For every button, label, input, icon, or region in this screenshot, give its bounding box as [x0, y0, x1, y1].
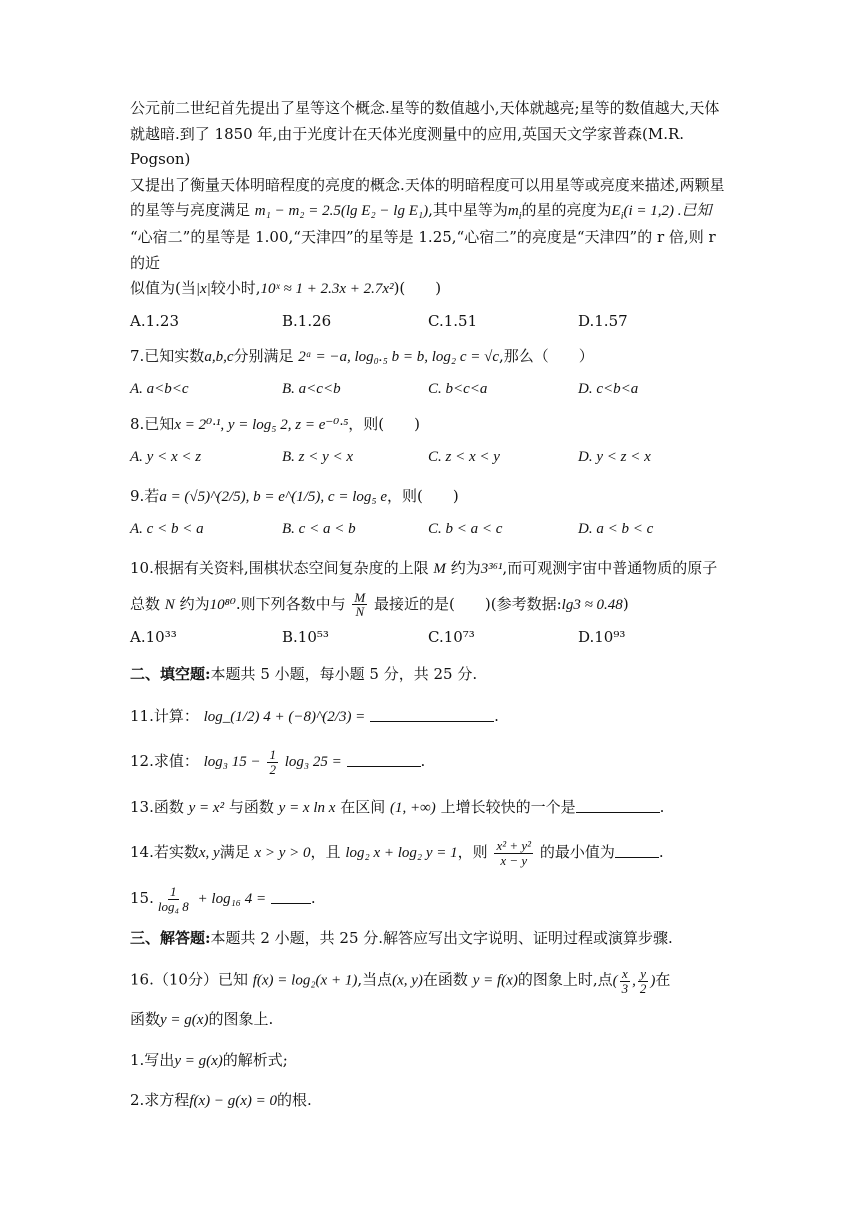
q8-options: [130, 445, 730, 471]
document-page: [130, 96, 730, 1119]
section2-title: 二、填空题:: [130, 665, 211, 684]
q7-option-c[interactable]: C. b<c<a: [428, 380, 488, 397]
q15-prefix: 15.: [130, 889, 154, 908]
q13-answer-blank[interactable]: [576, 798, 660, 813]
q16-sub2e: f(x) − g(x) = 0: [189, 1093, 278, 1110]
q10-line2c: 约为: [179, 594, 210, 613]
q6-line3: 又提出了衡量天体明暗程度的亮度的概念.天体的明暗程度可以用星等或亮度来描述,两颗星: [130, 175, 725, 194]
q16-mid3: 的图象上时,点: [517, 970, 613, 989]
q16-sub1b: 的解析式;: [222, 1050, 288, 1069]
q15-frac-num: 1: [170, 884, 177, 900]
q16-sub1: [130, 1048, 730, 1075]
q12-frac-den: 2: [269, 761, 276, 777]
q14-e1: x > y > 0: [254, 845, 311, 862]
q7-option-a[interactable]: A. a<b<c: [130, 380, 189, 397]
q12-prefix: 12.求值：: [130, 752, 199, 771]
q13-e3: (1, +∞): [390, 799, 436, 816]
q6-var-e: E: [611, 203, 621, 219]
q14-frac-den: x − y: [500, 852, 528, 868]
q7-mid: 分别满足: [233, 347, 294, 365]
q14-end: .: [658, 843, 664, 862]
q9-option-d[interactable]: D. a < b < c: [578, 520, 654, 537]
q11-expr: log_(1/2) 4 + (−8)^(2/3) =: [203, 708, 366, 725]
q7-prefix: 7.已知实数: [130, 347, 205, 365]
q15-expr: + log₁₆ 4 =: [197, 891, 267, 908]
q8-suffix: ，则( ): [348, 415, 420, 433]
q8-prefix: 8.已知: [130, 415, 175, 433]
q13-e1: y = x²: [188, 799, 225, 816]
section3-rest: 本题共 2 小题，共 25 分.解答应写出文字说明、证明过程或演算步骤.: [210, 928, 673, 947]
q10-var-n: N: [164, 596, 175, 613]
q16-prefix: 16.（10分）已知: [130, 970, 248, 989]
q16-stem: [130, 967, 730, 995]
q16-e4: y = g(x): [160, 1012, 209, 1029]
q6-abs-x: |x|: [195, 281, 211, 297]
q6-option-a[interactable]: A.1.23: [130, 311, 179, 330]
q13-prefix: 13.函数: [130, 797, 184, 816]
q6-line1: 公元前二世纪首先提出了星等这个概念.星等的数值越小,天体就越亮;星等的数值越大,天体: [130, 99, 720, 117]
q16-mid2: 在函数: [422, 970, 468, 989]
q11-suffix: .: [494, 706, 499, 725]
q16-pnum1: x: [621, 966, 628, 982]
q8-option-c[interactable]: C. z < x < y: [428, 448, 500, 465]
q14-mid1: 满足: [219, 843, 250, 862]
q16-sub2b: 的根.: [277, 1091, 312, 1110]
q14-stem: [130, 839, 730, 867]
q15-answer-blank[interactable]: [271, 889, 311, 904]
q6-option-d[interactable]: D.1.57: [578, 311, 628, 330]
q14-prefix: 14.若实数: [130, 843, 199, 862]
q6-line4b: ,其中星等为: [428, 201, 508, 219]
q6-line4a: 的星等与亮度满足: [130, 201, 251, 219]
q13-mid2: 在区间: [340, 797, 386, 816]
q12-suffix: .: [420, 752, 426, 771]
q14-vars: x, y: [198, 845, 220, 862]
q13-end: .: [659, 797, 665, 816]
q13-suffix: 上增长较快的一个是: [440, 797, 576, 816]
q6-var-m: m: [507, 203, 519, 219]
q7-suffix: ,那么（ ）: [499, 347, 594, 365]
q10-line2e: .则下列各数中与: [235, 594, 346, 613]
q6-line2: 就越暗.到了 1850 年,由于光度计在天体光度测量中的应用,英国天文学家普森(M.R. Pogson): [130, 124, 685, 168]
q9-suffix: ，则( ): [386, 487, 459, 505]
q14-e2: log₂ x + log₂ y = 1: [345, 845, 458, 862]
q11-answer-blank[interactable]: [370, 707, 494, 722]
q10-line1e: ,而可观测宇宙中普通物质的原子: [502, 559, 718, 577]
q11-stem: [130, 704, 730, 731]
q10-line2a: 总数: [130, 594, 161, 613]
q6-approx: 10ˣ ≈ 1 + 2.3x + 2.7x²: [260, 281, 394, 297]
q10-var-m: M: [433, 561, 446, 577]
q16-line2b: 的图象上.: [208, 1010, 274, 1029]
q9-option-c[interactable]: C. b < a < c: [428, 520, 503, 537]
q10-line1a: 10.根据有关资料,围棋状态空间复杂度的上限: [130, 559, 429, 577]
q6-line6d: )( ): [393, 279, 442, 297]
q12-expr-b: log₃ 25 =: [284, 754, 342, 771]
q16-e1: f(x) = log₂(x + 1): [252, 972, 358, 989]
q10-power-10: 10⁸⁰: [209, 596, 236, 613]
q9-option-a[interactable]: A. c < b < a: [130, 520, 204, 537]
q10-option-c[interactable]: C.10⁷³: [428, 627, 475, 646]
q10-option-b[interactable]: B.10⁵³: [282, 627, 329, 646]
q14-suffix: 的最小值为: [539, 843, 615, 862]
q12-expr-a: log₃ 15 −: [203, 754, 261, 771]
q6-stem: 公元前二世纪首先提出了星等这个概念.星等的数值越小,天体就越亮;星等的数值越大,天体 就越暗.到了 1850 年,由于光度计在天体光度测量中的应用,英国天文学家普森(M.R. Pogson) 又提出了衡量天体明暗程度的亮度的概念.天体的明暗程度可以用星等或亮度来描述,两颗星 的星等与亮度满足 m₁ − m₂ = 2.5(lg E₂ − lg E₁),其中星等为$m_i$的星的亮度为$E_i(i = 1,2)$ .已知 “心宿二”的星等是 1.00,“天津四”的星等是 1.25,“心宿二”的亮度是“天津四”的 r 倍,则 r 的近 似值为(当|x|较小时,10ˣ ≈ 1 + 2.3x + 2.7x²)( ): [130, 99, 725, 297]
q16-pnum2: y: [640, 966, 646, 982]
q14-mid3: ，则: [457, 843, 488, 862]
section-fill-in: [130, 662, 730, 688]
q15-stem: [130, 885, 730, 913]
q8-option-b[interactable]: B. z < y < x: [282, 448, 354, 465]
q13-e2: y = x ln x: [278, 799, 336, 816]
q8-expr: x = 2⁰·¹, y = log₅ 2, z = e⁻⁰·⁵: [174, 417, 349, 433]
q9-stem: [130, 484, 730, 511]
q16-sub2: [130, 1088, 730, 1115]
q16-mid4: 在: [655, 970, 671, 989]
q12-frac-num: 1: [269, 747, 276, 763]
q6-option-b[interactable]: B.1.26: [282, 311, 332, 330]
q7-option-d[interactable]: D. c<b<a: [578, 380, 639, 397]
section-answer: [130, 926, 730, 952]
q6-options: [130, 309, 730, 335]
q10-line2f: 最接近的是( )(参考数据:: [374, 594, 562, 613]
q8-option-d[interactable]: D. y < z < x: [578, 448, 651, 465]
q16-point: ( $\frac{x}{3}$ , $\frac{y}{2}$ ): [612, 966, 656, 996]
q6-line4d: 的星的亮度为: [521, 201, 612, 219]
q9-prefix: 9.若: [130, 487, 160, 505]
q15-frac-den: log₄ 8: [157, 898, 189, 914]
q10-options: [130, 625, 730, 651]
q16-pden2: 2: [639, 980, 647, 996]
q16-mid1: ,当点: [357, 970, 393, 989]
section2-rest: 本题共 5 小题，每小题 5 分，共 25 分.: [210, 665, 478, 684]
q10-option-a[interactable]: A.10³³: [130, 627, 177, 646]
q10-stem: [130, 556, 730, 619]
q16-sub1a: 1.写出: [130, 1050, 175, 1069]
q7-expr: 2ᵃ = −a, log₀.₅ b = b, log₂ c = √c: [298, 349, 500, 365]
q6-line5: “心宿二”的星等是 1.00,“天津四”的星等是 1.25,“心宿二”的亮度是“天津四”的 r 倍,则 r 的近: [130, 228, 716, 272]
q9-options: [130, 517, 730, 543]
q6-option-c[interactable]: C.1.51: [428, 311, 478, 330]
q14-mid2: ，且: [310, 843, 341, 862]
q7-vars: a,b,c: [204, 349, 234, 365]
q15-end: .: [310, 889, 316, 908]
q16-sub1e: y = g(x): [174, 1052, 223, 1069]
q16-line2: [130, 1007, 730, 1034]
q6-index-range: (i = 1,2) .已知: [623, 203, 712, 219]
q16-sub2a: 2.求方程: [130, 1091, 190, 1110]
q6-formula: m₁ − m₂ = 2.5(lg E₂ − lg E₁): [254, 203, 429, 219]
q8-option-a[interactable]: A. y < x < z: [130, 448, 202, 465]
q6-line6b: 较小时,: [210, 279, 261, 297]
q9-option-b[interactable]: B. c < a < b: [282, 520, 356, 537]
q14-frac-num: x² + y²: [496, 838, 532, 854]
q12-answer-blank[interactable]: [347, 752, 421, 767]
q10-line2h: ): [622, 594, 629, 613]
q11-prefix: 11.计算：: [130, 706, 199, 725]
q7-stem: [130, 344, 730, 371]
q6-line6a: 似值为(当: [130, 279, 196, 297]
q8-stem: [130, 412, 730, 439]
q13-stem: [130, 795, 730, 822]
q10-option-d[interactable]: D.10⁹³: [578, 627, 626, 646]
q10-power-3: 3³⁶¹: [480, 561, 503, 577]
q14-answer-blank[interactable]: [615, 843, 659, 858]
q12-fraction: [267, 748, 278, 776]
q16-e3: y = f(x): [472, 972, 518, 989]
q9-expr: a = (√5)^(2/5), b = e^(1/5), c = log₅ e: [159, 489, 387, 505]
q15-fraction: [156, 885, 191, 913]
q16-e2: (x, y): [392, 972, 423, 989]
q13-mid1: 与函数: [228, 797, 274, 816]
q7-options: [130, 377, 730, 403]
q14-fraction: [494, 839, 533, 867]
q10-fraction: [352, 591, 367, 619]
q10-line1c: 约为: [450, 559, 481, 577]
section3-title: 三、解答题:: [130, 928, 211, 947]
q7-option-b[interactable]: B. a<c<b: [282, 380, 341, 397]
q10-frac-num: M: [354, 589, 366, 605]
q12-stem: [130, 748, 730, 776]
q10-ref-data: lg3 ≈ 0.48: [561, 596, 623, 613]
q10-frac-den: N: [355, 604, 365, 620]
q16-pden1: 3: [621, 980, 629, 996]
q16-line2a: 函数: [130, 1010, 161, 1029]
